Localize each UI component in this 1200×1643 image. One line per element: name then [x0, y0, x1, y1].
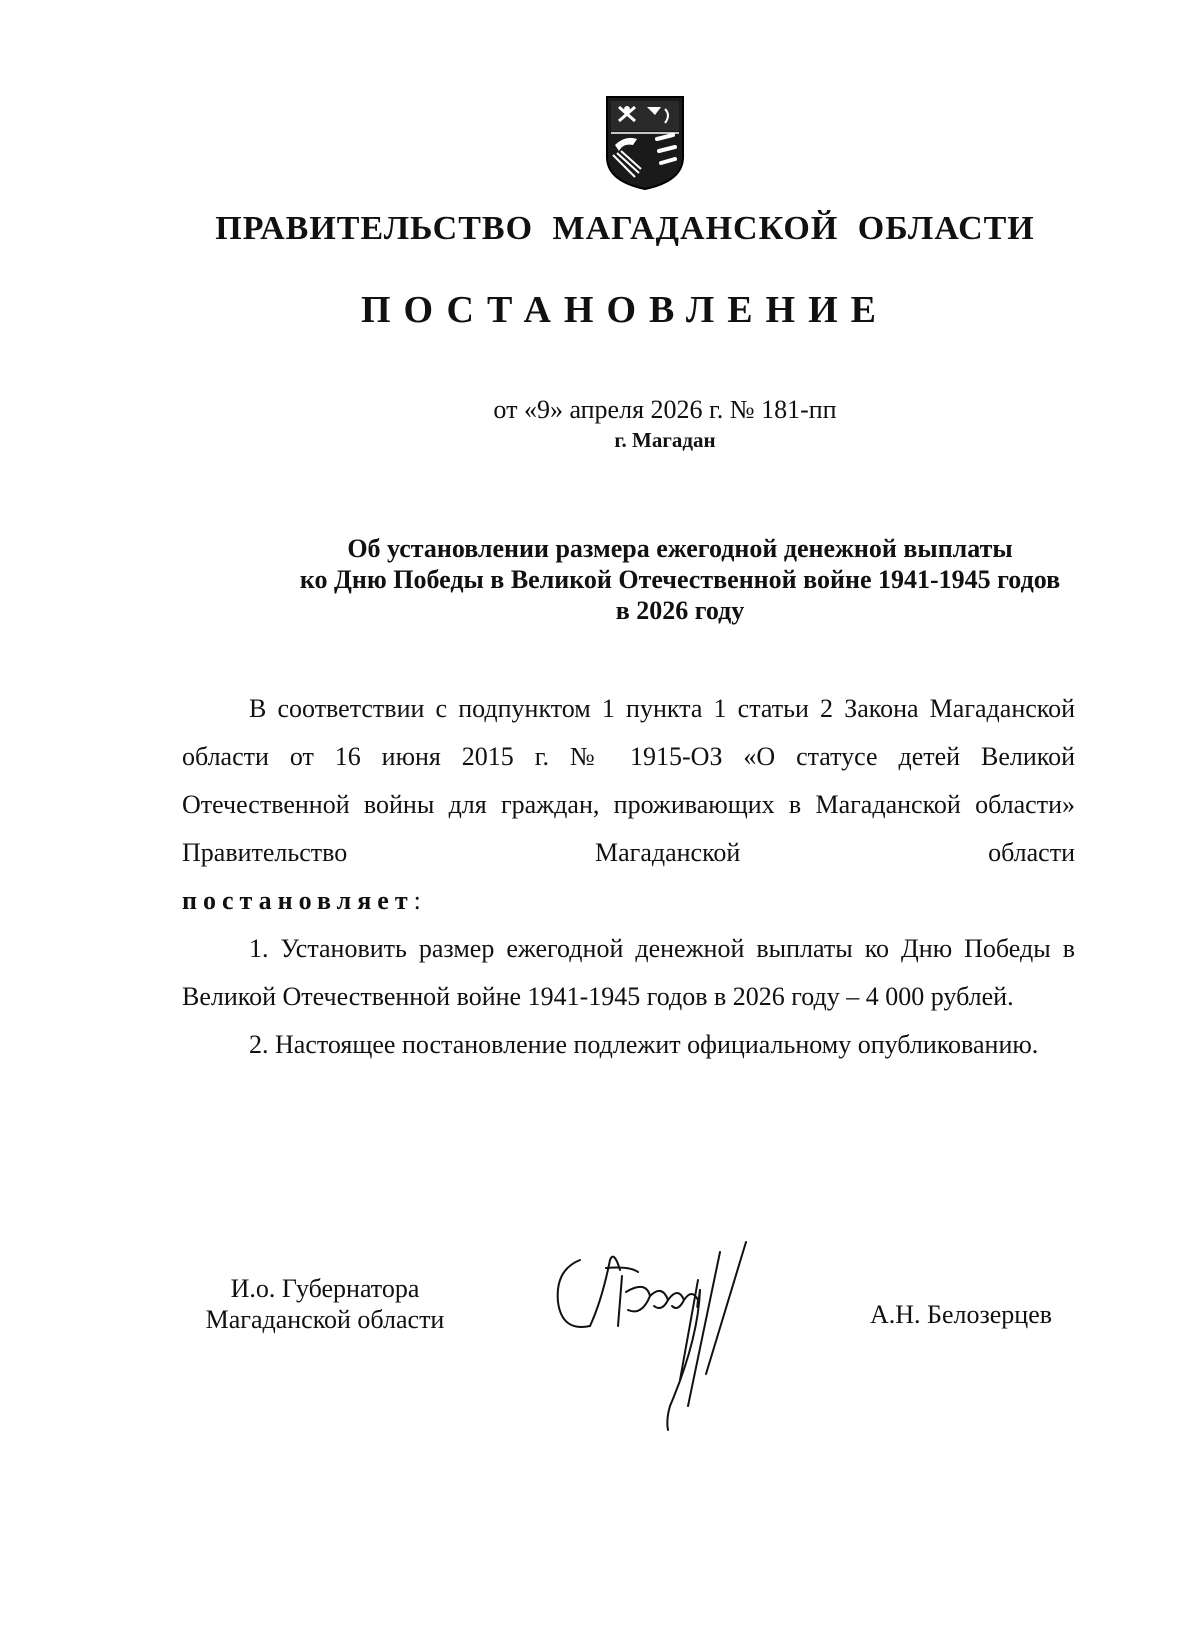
title-line-3: в 2026 году — [615, 596, 745, 625]
signatory-name: А.Н. Белозерцев — [870, 1300, 1053, 1329]
signatory-position — [180, 1273, 470, 1335]
resolves-word: постановляет — [182, 886, 414, 915]
handwritten-signature — [550, 1240, 810, 1440]
position-line-1: И.о. Губернатора — [230, 1274, 420, 1303]
position-line-2: Магаданской области — [205, 1305, 445, 1334]
title-line-1: Об установлении размера ежегодной денежной выплаты — [347, 534, 1013, 563]
document-type: ПОСТАНОВЛЕНИЕ — [360, 289, 890, 331]
document-title — [180, 533, 1130, 626]
organization-name: ПРАВИТЕЛЬСТВО МАГАДАНСКОЙ ОБЛАСТИ — [215, 210, 1035, 247]
document-date-number: от «9» апреля 2026 г. № 181-пп — [493, 395, 837, 424]
preamble-paragraph: В соответствии с подпунктом 1 пункта 1 статьи 2 Закона Магаданской области от 16 июня 2015 г. № 1915-ОЗ «О статусе детей Великой Отечественной войны для граждан, проживающих в Магаданской области» Правительство Магаданской области — [182, 694, 1075, 867]
item-2-paragraph: 2. Настоящее постановление подлежит официальному опубликованию. — [249, 1030, 1039, 1059]
item-1-paragraph: 1. Установить размер ежегодной денежной выплаты ко Дню Победы в Великой Отечественной войне 1941-1945 годов в 2026 году – 4 000 рублей. — [182, 934, 1075, 1011]
title-line-2: ко Дню Победы в Великой Отечественной войне 1941-1945 годов — [299, 565, 1061, 594]
document-city: г. Магадан — [614, 428, 716, 452]
coat-of-arms-icon — [605, 95, 685, 191]
document-body — [182, 685, 1075, 1069]
resolves-line — [182, 877, 1075, 925]
resolves-colon: : — [413, 886, 421, 915]
